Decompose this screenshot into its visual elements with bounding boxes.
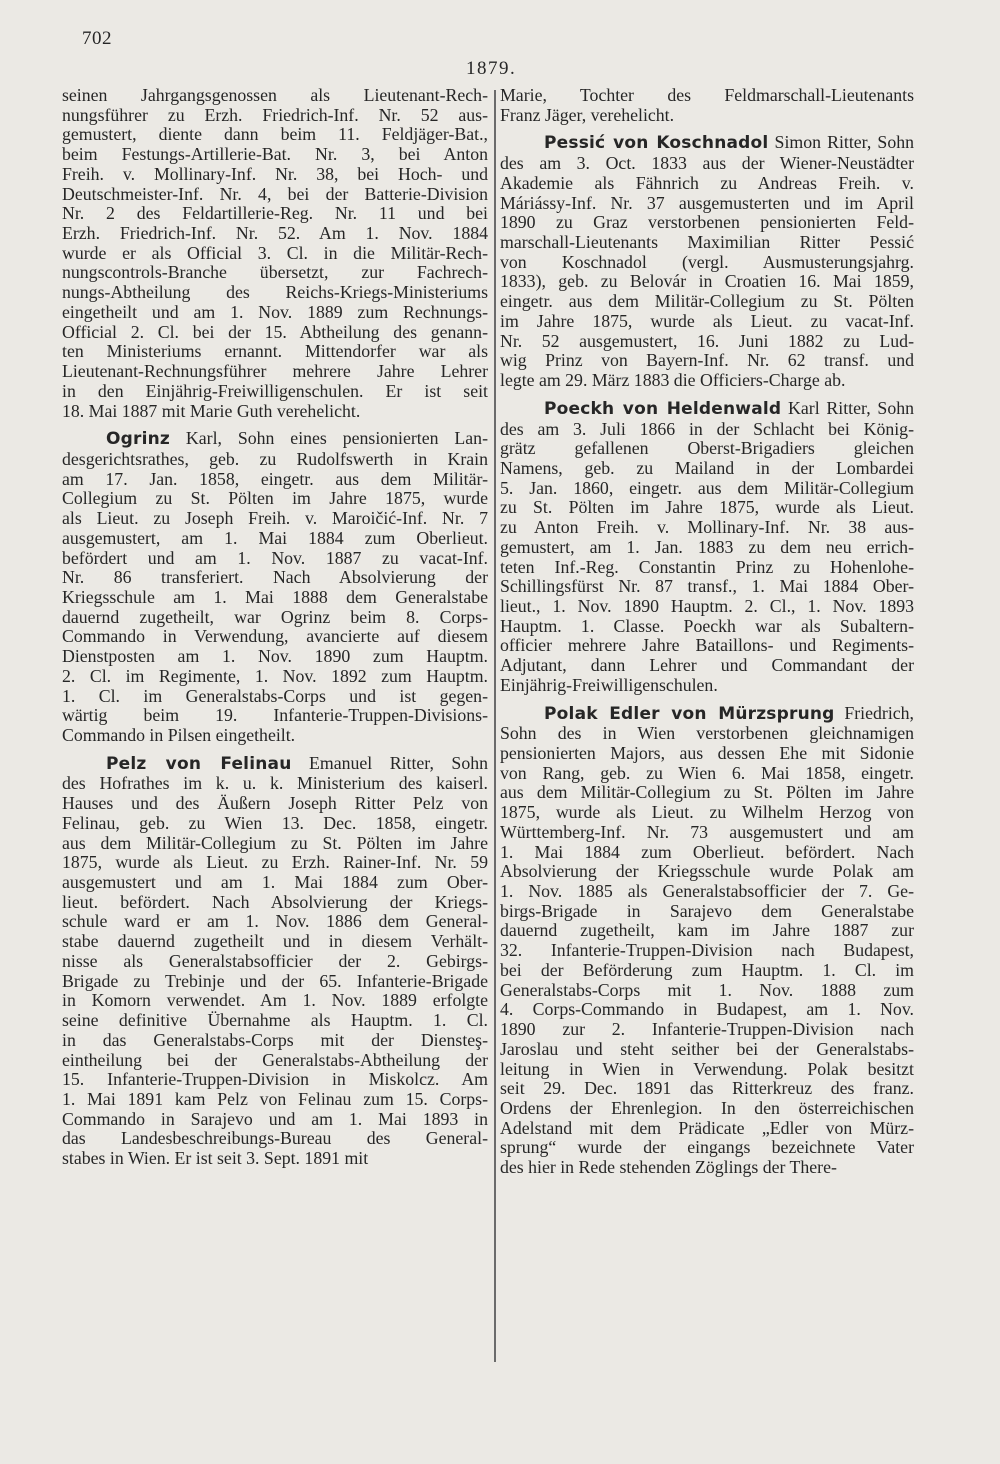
text-line: leitung in Wien in Verwendung. Polak besitzt bbox=[500, 1058, 914, 1079]
text-line: in Komorn verwendet. Am 1. Nov. 1889 erfolgte bbox=[62, 990, 488, 1011]
text-line: Kriegsschule am 1. Mai 1888 dem Generalstabe bbox=[62, 586, 488, 607]
entry-first-line: Emanuel Ritter, Sohn bbox=[291, 752, 488, 773]
text-line: eingetr. aus dem Militär-Collegium zu St. Pölten bbox=[500, 291, 914, 312]
text-line: Official 2. Cl. bei der 15. Abtheilung des genann- bbox=[62, 321, 488, 342]
text-line: wurde er als Official 3. Cl. in die Militär-Rech- bbox=[62, 242, 488, 263]
text-line: schule ward er am 1. Nov. 1886 dem General- bbox=[62, 911, 488, 932]
entry-first-line: Simon Ritter, Sohn bbox=[768, 132, 914, 153]
text-line: aus dem Militär-Collegium zu St. Pölten im Jahre bbox=[62, 832, 488, 853]
text-line: gemustert, diente dann beim 11. Feldjäger-Bat., bbox=[62, 124, 488, 145]
entry-name: Poeckh von Heldenwald bbox=[544, 398, 782, 419]
text-line: marschall-Lieutenants Maximilian Ritter Pessić bbox=[500, 232, 914, 253]
text-line: nungs-Abtheilung des Reichs-Kriegs-Ministeriums bbox=[62, 282, 488, 303]
text-line: Adjutant, dann Lehrer und Commandant der bbox=[500, 655, 914, 676]
text-line: stabes in Wien. Er ist seit 3. Sept. 1891 mit bbox=[62, 1148, 369, 1169]
text-line: zu St. Pölten im Jahre 1875, wurde als Lieut. bbox=[500, 497, 914, 518]
text-line: seine definitive Übernahme als Hauptm. 1. Cl. bbox=[62, 1010, 488, 1031]
text-line: gemustert, am 1. Jan. 1883 zu dem neu errich- bbox=[500, 536, 914, 557]
text-line: stabe dauernd zugetheilt und in diesem Verhält- bbox=[62, 931, 488, 952]
entry-name: Pelz von Felinau bbox=[106, 753, 292, 774]
text-line: des am 3. Juli 1866 in der Schlacht bei König- bbox=[500, 418, 914, 439]
entry bbox=[62, 754, 488, 1169]
text-line: pensionierten Majors, aus dessen Ehe mit Sidonie bbox=[500, 743, 914, 763]
text-line: Deutschmeister-Inf. Nr. 4, bei der Batterie-Division bbox=[62, 183, 488, 204]
text-line: Commando in Verwendung, avancierte auf diesem bbox=[62, 626, 488, 647]
text-line: Württemberg-Inf. Nr. 73 ausgemustert und am bbox=[500, 821, 914, 842]
text-line: dauernd zugetheilt, war Ogrinz beim 8. Corps- bbox=[62, 606, 488, 627]
text-line: Collegium zu St. Pölten im Jahre 1875, wurde bbox=[62, 488, 488, 509]
text-line: 1890 zu Graz verstorbenen pensionierten Feld- bbox=[500, 212, 914, 233]
text-line: birgs-Brigade in Sarajevo dem Generalstabe bbox=[500, 900, 914, 921]
entry bbox=[500, 704, 914, 1178]
entry-first-line: Friedrich, bbox=[834, 702, 914, 723]
text-line: Marie, Tochter des Feldmarschall-Lieutenants bbox=[500, 85, 914, 105]
text-line: bei der Beförderung zum Hauptm. 1. Cl. im bbox=[500, 959, 914, 980]
text-line: Adelstand mit dem Prädicate „Edler von Mürz- bbox=[500, 1117, 914, 1138]
text-line: nungsführer zu Erzh. Friedrich-Inf. Nr. 52 aus- bbox=[62, 104, 488, 125]
text-line bbox=[500, 399, 914, 420]
text-line: aus dem Militär-Collegium zu St. Pölten im Jahre bbox=[500, 782, 914, 803]
text-line: Einjährig-Freiwilligenschulen. bbox=[500, 674, 718, 695]
text-line: Ordens der Ehrenlegion. In den österreichischen bbox=[500, 1097, 914, 1118]
text-line: grätz gefallenen Oberst-Brigadiers gleichen bbox=[500, 438, 914, 459]
text-line: Brigade zu Trebinje und der 65. Infanterie-Brigade bbox=[62, 970, 488, 991]
running-header-year: 1879. bbox=[466, 58, 517, 79]
entry-name: Polak Edler von Mürzsprung bbox=[544, 703, 835, 724]
text-line: von Koschnadol (vergl. Ausmusterungsjahrg. bbox=[500, 251, 914, 272]
entry-first-line: Karl Ritter, Sohn bbox=[781, 397, 914, 418]
entry bbox=[62, 86, 488, 421]
entry bbox=[500, 133, 914, 390]
text-line: 32. Infanterie-Truppen-Division nach Budapest, bbox=[500, 940, 914, 961]
text-line: des Hofrathes im k. u. k. Ministerium des kaiserl. bbox=[62, 773, 488, 794]
text-line: in das Generalstabs-Corps mit der Diensteş- bbox=[62, 1029, 488, 1050]
text-line: befördert und am 1. Nov. 1887 zu vacat-Inf. bbox=[62, 547, 488, 568]
text-line: legte am 29. März 1883 die Officiers-Charge ab. bbox=[500, 370, 846, 391]
text-line: 15. Infanterie-Truppen-Division in Miskolcz. Am bbox=[62, 1069, 488, 1090]
text-line: Commando in Sarajevo und am 1. Mai 1893 in bbox=[62, 1108, 488, 1129]
text-line: nungscontrols-Branche übersetzt, zur Fachrech- bbox=[62, 262, 488, 283]
text-line: 1. Mai 1884 zum Oberlieut. befördert. Nach bbox=[500, 841, 914, 862]
text-line: Nr. 2 des Feldartillerie-Reg. Nr. 11 und bei bbox=[62, 203, 488, 224]
text-line: Franz Jäger, verehelicht. bbox=[500, 104, 675, 125]
text-line: 1890 zur 2. Infanterie-Truppen-Division nach bbox=[500, 1019, 914, 1040]
text-line: teten Inf.-Reg. Constantin Prinz zu Hohenlohe- bbox=[500, 556, 914, 577]
text-line: am 17. Jan. 1858, eingetr. aus dem Militär- bbox=[62, 468, 488, 489]
text-line: eingetheilt und am 1. Nov. 1889 zum Rechnungs- bbox=[62, 301, 488, 322]
text-line: ausgemustert und am 1. Mai 1884 zum Ober- bbox=[62, 872, 488, 893]
text-line: Hauses und des Äußern Joseph Ritter Pelz von bbox=[62, 793, 488, 814]
text-line: 5. Jan. 1860, eingetr. aus dem Militär-Collegium bbox=[500, 477, 914, 498]
entry bbox=[62, 429, 488, 746]
text-line: 1833), geb. zu Belovár in Croatien 16. Mai 1859, bbox=[500, 271, 914, 292]
text-line: 1875, wurde als Lieut. zu Erzh. Rainer-Inf. Nr. 59 bbox=[62, 852, 488, 873]
entry-first-line: Karl, Sohn eines pensionierten Lan- bbox=[170, 428, 488, 449]
text-line: Hauptm. 1. Classe. Poeckh war als Subaltern- bbox=[500, 615, 914, 636]
text-line bbox=[500, 133, 914, 154]
entry bbox=[500, 86, 914, 125]
text-line: 18. Mai 1887 mit Marie Guth verehelicht. bbox=[62, 400, 361, 421]
text-line: des am 3. Oct. 1833 aus der Wiener-Neustädter bbox=[500, 153, 914, 174]
text-line: Dienstposten am 1. Nov. 1890 zum Hauptm. bbox=[62, 646, 488, 667]
text-line: als Lieut. zu Joseph Freih. v. Maroičić-Inf. Nr. 7 bbox=[62, 508, 488, 529]
text-line: wärtig beim 19. Infanterie-Truppen-Divisions- bbox=[62, 705, 488, 726]
text-line: eintheilung bei der Generalstabs-Abtheilung der bbox=[62, 1049, 488, 1070]
right-column bbox=[500, 86, 914, 1178]
text-line: Jaroslau und steht seither bei der Generalstabs- bbox=[500, 1038, 914, 1059]
text-line: dauernd zugetheilt, kam im Jahre 1887 zur bbox=[500, 920, 914, 941]
text-line: Generalstabs-Corps mit 1. Nov. 1888 zum bbox=[500, 979, 914, 1000]
text-line: im Jahre 1875, wurde als Lieut. zu vacat-Inf. bbox=[500, 310, 914, 331]
text-line: 4. Corps-Commando in Budapest, am 1. Nov. bbox=[500, 999, 914, 1020]
text-line: seinen Jahrgangsgenossen als Lieutenant-Rech- bbox=[62, 85, 488, 105]
text-line: Akademie als Fähnrich zu Andreas Freih. v. bbox=[500, 172, 914, 193]
text-line: Máriássy-Inf. Nr. 37 ausgemusterten und im April bbox=[500, 192, 914, 213]
text-line: seit 29. Dec. 1891 das Ritterkreuz des franz. bbox=[500, 1078, 914, 1099]
text-line: sprung“ wurde der eingangs bezeichnete Vater bbox=[500, 1137, 914, 1158]
text-line: Schillingsfürst Nr. 87 transf., 1. Mai 1884 Ober- bbox=[500, 576, 914, 597]
left-column bbox=[62, 86, 488, 1169]
text-line: von Rang, geb. zu Wien 6. Mai 1858, eingetr. bbox=[500, 762, 914, 783]
text-line: 1. Mai 1891 kam Pelz von Felinau zum 15. Corps- bbox=[62, 1088, 488, 1109]
text-line: beim Festungs-Artillerie-Bat. Nr. 3, bei Anton bbox=[62, 144, 488, 165]
text-line bbox=[62, 754, 488, 775]
text-line: Felinau, geb. zu Wien 13. Dec. 1858, eingetr. bbox=[62, 812, 488, 833]
text-line: desgerichtsrathes, geb. zu Rudolfswerth in Krain bbox=[62, 448, 488, 469]
text-line: lieut., 1. Nov. 1890 Hauptm. 2. Cl., 1. Nov. 1893 bbox=[500, 595, 914, 616]
text-line: officier mehrere Jahre Bataillons- und Regiments- bbox=[500, 635, 914, 656]
text-line: das Landesbeschreibungs-Bureau des General- bbox=[62, 1128, 488, 1149]
text-line: Nr. 52 ausgemustert, 16. Juni 1882 zu Lud- bbox=[500, 330, 914, 351]
text-line: 1. Cl. im Generalstabs-Corps und ist gegen- bbox=[62, 685, 488, 706]
text-line: ten Ministeriums ernannt. Mittendorfer war als bbox=[62, 341, 488, 362]
text-line: 1875, wurde als Lieut. zu Wilhelm Herzog von bbox=[500, 802, 914, 823]
text-line: Nr. 86 transferiert. Nach Absolvierung der bbox=[62, 567, 488, 588]
text-line: Erzh. Friedrich-Inf. Nr. 52. Am 1. Nov. 1884 bbox=[62, 223, 488, 244]
text-line: Sohn des in Wien verstorbenen gleichnamigen bbox=[500, 723, 914, 744]
text-line: Namens, geb. zu Mailand in der Lombardei bbox=[500, 457, 914, 478]
entry-name: Ogrinz bbox=[106, 429, 171, 450]
text-line: 1. Nov. 1885 als Generalstabsofficier der 7. Ge- bbox=[500, 881, 914, 902]
text-line: in den Einjährig-Freiwilligenschulen. Er ist seit bbox=[62, 380, 488, 401]
text-line: des hier in Rede stehenden Zöglings der There- bbox=[500, 1157, 837, 1178]
text-line: wig Prinz von Bayern-Inf. Nr. 62 transf. und bbox=[500, 350, 914, 371]
text-line: lieut. befördert. Nach Absolvierung der Kriegs- bbox=[62, 891, 488, 912]
text-line bbox=[62, 429, 488, 450]
text-line: ausgemustert, am 1. Mai 1884 zum Oberlieut. bbox=[62, 527, 488, 548]
entry bbox=[500, 399, 914, 696]
text-line: 2. Cl. im Regimente, 1. Nov. 1892 zum Hauptm. bbox=[62, 665, 488, 686]
text-line: Commando in Pilsen eingetheilt. bbox=[62, 725, 296, 745]
entry-name: Pessić von Koschnadol bbox=[544, 133, 769, 154]
text-line: nisse als Generalstabsofficier der 2. Gebirgs- bbox=[62, 950, 488, 971]
column-divider bbox=[494, 90, 496, 1362]
text-line: Lieutenant-Rechnungsführer mehrere Jahre Lehrer bbox=[62, 361, 488, 382]
text-line: zu Anton Freih. v. Mollinary-Inf. Nr. 38 aus- bbox=[500, 517, 914, 538]
text-line: Freih. v. Mollinary-Inf. Nr. 38, bei Hoch- und bbox=[62, 163, 488, 184]
page-number: 702 bbox=[82, 28, 112, 49]
text-line bbox=[500, 704, 914, 725]
text-line: Absolvierung der Kriegsschule wurde Polak am bbox=[500, 861, 914, 882]
